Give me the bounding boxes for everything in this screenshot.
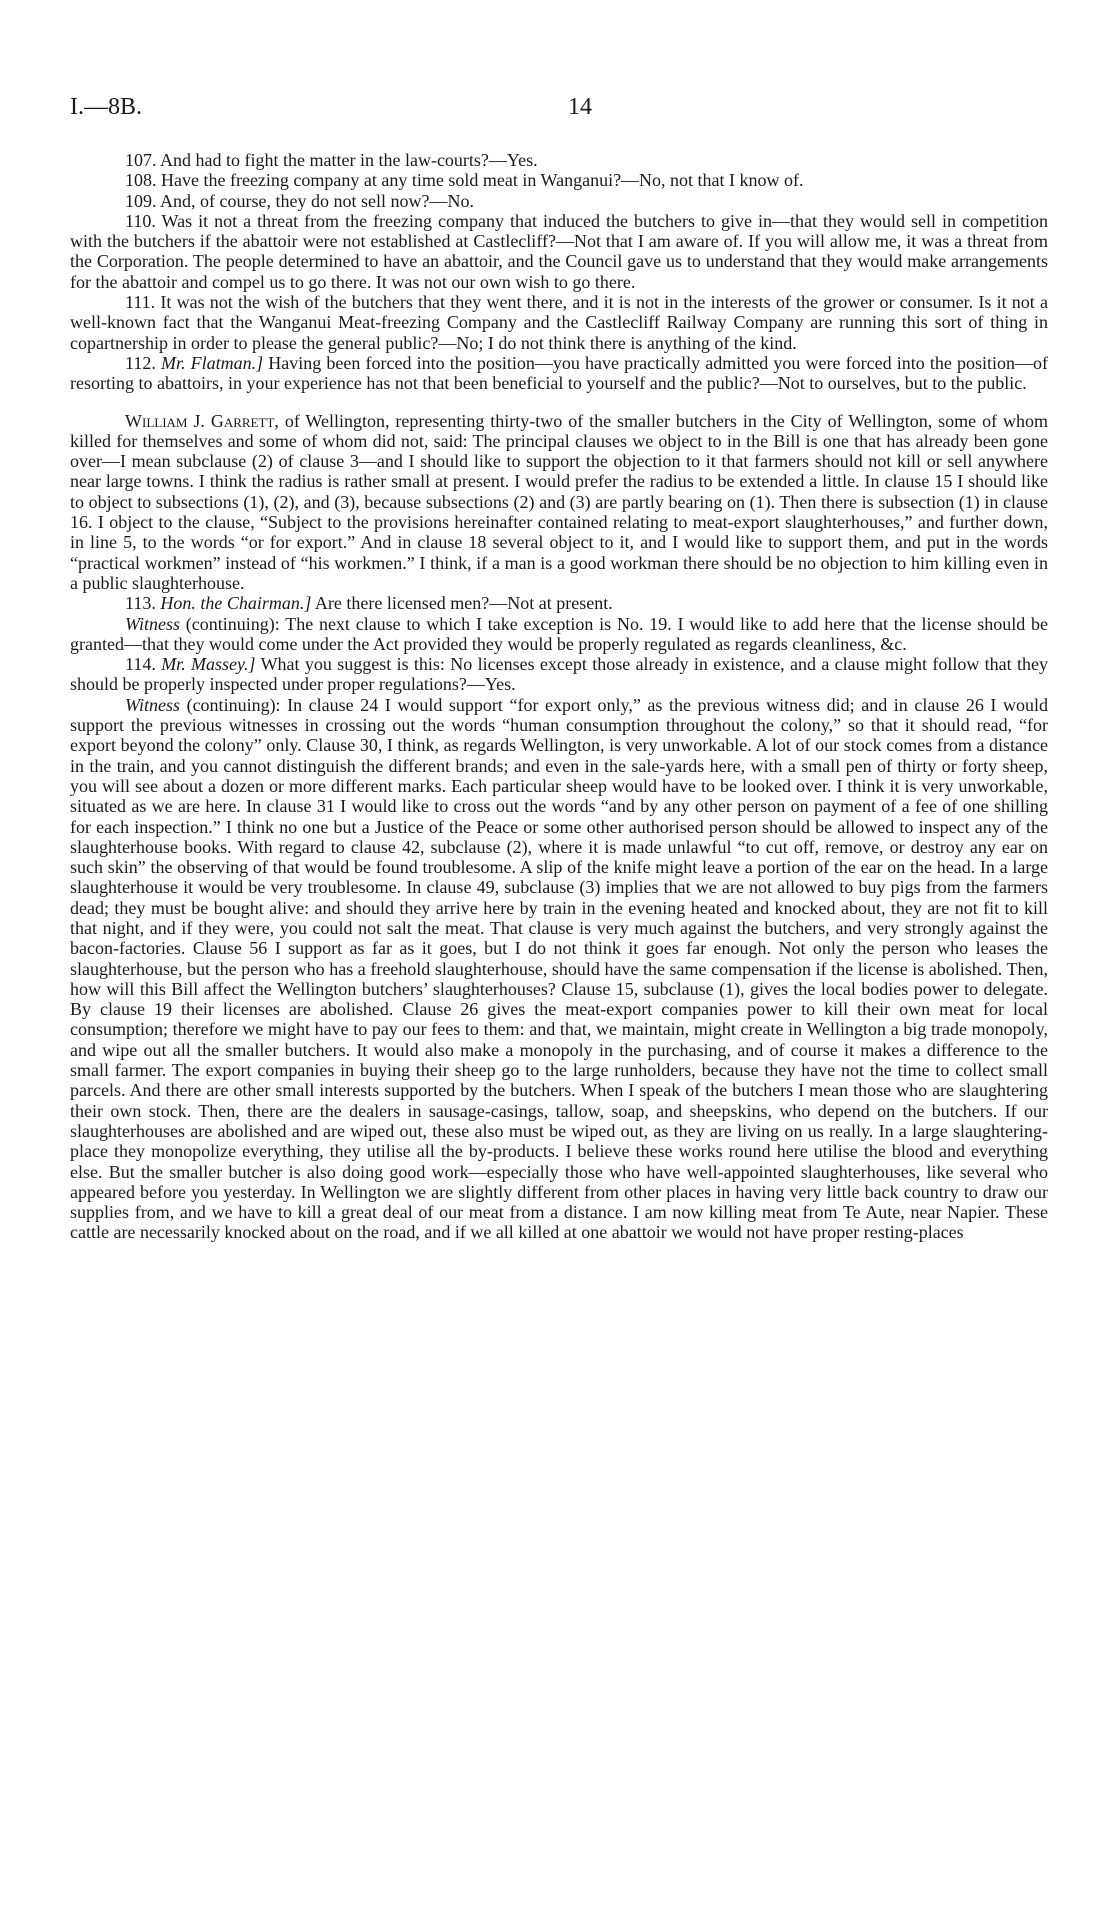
question-number: 111. [125,292,156,313]
question-number: 112. [125,352,156,373]
speaker-name: Witness [125,694,181,715]
question-number: 109. [125,190,157,211]
paragraph-107 [70,150,1048,170]
witness-name: William J. Garrett, [125,410,279,431]
paragraph-text: And had to fight the matter in the law-courts?—Yes. [160,150,538,170]
paragraph-text: What you suggest is this: No licenses except those already in existence, and a clause might follow that they should be properly inspected under proper regulations?—Yes. [70,654,1049,695]
paragraph-text: And, of course, they do not sell now?—No. [160,190,474,211]
speaker-name: Mr. Flatman.] [160,352,264,373]
paragraph-114 [70,654,1048,695]
paragraph-109 [70,191,1048,211]
question-number: 107. [125,150,157,170]
speaker-name: Mr. Massey.] [161,654,256,675]
paragraph-110 [70,211,1048,292]
body-text [70,150,1048,1243]
paragraph-text: (continuing): In clause 24 I would support “for export only,” as the previous witness did; and in clause 26 I would support the previous witnesses in crossing out the words “human consumption throughout the colony,” so that it should read, “for export beyond the colony” only. Clause 30, I think, as regards Wellington, is very unworkable. A lot of our stock comes from a distance in the train, and you cannot distinguish the different brands; and even in the sale-yards here, with a small pen of thirty or forty sheep, you will see about a dozen or more different marks. Each particular sheep would have to be looked over. I think it is very unworkable, situated as we are here. In clause 31 I would like to cross out the words “and by any other person on payment of a fee of one shilling for each inspection.” I think no one but a Justice of the Peace or some other authorised person should be allowed to inspect any of the slaughterhouse books. With regard to clause 42, subclause (2), where it is made unlawful “to cut off, remove, or destroy any ear on such skin” the observing of that would be found troublesome. A slip of the knife might leave a portion of the ear on the head. In a large slaughterhouse it would be very troublesome. In clause 49, subclause (3) implies that we are not allowed to buy pigs from the farmers dead; they must be bought alive: and should they arrive here by train in the evening heated and knocked about, they are not fit to kill that night, and if they were, you could not salt the meat. That clause is very much against the butchers, and very strongly against the bacon-factories. Clause 56 I support as far as it goes, but I do not think it goes far enough. Not only the person who leases the slaughterhouse, but the person who has a freehold slaughterhouse, should have the same compensation if the license is abolished. Then, how will this Bill affect the Wellington butchers’ slaughterhouses? Clause 15, subclause (1), gives the local bodies power to delegate. By clause 19 their licenses are abolished. Clause 26 gives the meat-export companies power to kill their own meat for local consumption; therefore we might have to pay our fees to them: and that, we maintain, might create in Wellington a big trade monopoly, and wipe out all the smaller butchers. It would also make a monopoly in the purchasing, and of course it makes a difference to the small farmer. The export companies in buying their sheep go to the large runholders, because they have not the time to collect small parcels. And there are other small interests supported by the butchers. When I speak of the butchers I mean those who are slaughtering their own stock. Then, there are the dealers in sausage-casings, tallow, soap, and sheepskins, who depend on the butchers. If our slaughterhouses are abolished and are wiped out, these also must be wiped out, as they are living on us really. In a large slaughtering-place they monopolize everything, they utilise all the by-products. I believe these works round here utilise the blood and everything else. But the smaller butcher is also doing good work—especially those who have well-appointed slaughterhouses, like several who appeared before you yesterday. In Wellington we are slightly different from other places in having very little back country to draw our supplies from, and we have to kill a great deal of our meat from a distance. I am now killing meat from Te Aute, near Napier. These cattle are necessarily knocked about on the road, and if we all killed at one abattoir we would not have proper resting-places [70,694,1048,1243]
paragraph-text: of Wellington, representing thirty-two of the smaller butchers in the City of Wellington, some of whom killed for themselves and some of whom did not, said: The principal clauses we object to in the Bill is one that has already been gone over—I mean subclause (2) of clause 3—and I should like to support the objection to it that farmers should not kill or sell anywhere near large towns. I think the radius is rather small at present. I would prefer the radius to be extended a little. In clause 15 I should like to object to subsections (1), (2), and (3), because subsections (2) and (3) are partly bearing on (1). Then there is subsection (1) in clause 16. I object to the clause, “Subject to the provisions hereinafter contained relating to meat-export slaughterhouses,” and further down, in line 5, to the words “or for export.” And in clause 18 several object to it, and I would like to support them, and put in the words “practical workmen” instead of “his workmen.” I think, if a man is a good workman there should be no objection to him killing even in a public slaughterhouse. [70,410,1049,593]
witness-continuing [70,614,1048,655]
paragraph-text: Are there licensed men?—Not at present. [314,593,613,614]
question-number: 108. [125,170,157,191]
page-number: 14 [568,94,592,120]
question-number: 110. [125,210,156,231]
paragraph-text: It was not the wish of the butchers that they went there, and it is not in the interests of the grower or consumer. Is it not a well-known fact that the Wanganui Meat-freezing Company and the Castlecliff Railway Company are running this sort of thing in copartnership in order to please the general public?—No; I do not think there is anything of the kind. [70,292,1048,353]
witness-continuing [70,695,1048,1243]
speaker-name: Hon. the Chairman.] [160,593,312,614]
witness-statement [70,411,1048,594]
speaker-name: Witness [125,613,181,634]
paragraph-text: Having been forced into the position—you have practically admitted you were forced into the position—of resorting to abattoirs, in your experience has not that been beneficial to yourself and the public?—Not to ourselves, but to the public. [70,352,1048,394]
paragraph-113 [70,593,1048,613]
page-header [70,94,1048,124]
question-number: 113. [125,593,156,614]
paragraph-112 [70,353,1048,394]
document-reference: I.—8B. [70,94,142,120]
paragraph-108 [70,170,1048,190]
paragraph-text: Have the freezing company at any time sold meat in Wanganui?—No, not that I know of. [161,170,804,191]
question-number: 114. [125,654,156,675]
paragraph-text: Was it not a threat from the freezing company that induced the butchers to give in—that they would sell in competition with the butchers if the abattoir were not established at Castlecliff?—Not that I am aware of. If you will allow me, it was a threat from the Corporation. The people determined to have an abattoir, and the Council gave us to understand that they would make arrangements for the abattoir and compel us to go there. It was not our own wish to go there. [70,210,1048,292]
paragraph-111 [70,292,1048,353]
paragraph-text: (continuing): The next clause to which I take exception is No. 19. I would like to add here that the license should be granted—that they would come under the Act provided they would be properly regulated as regards cleanliness, &c. [70,613,1048,654]
